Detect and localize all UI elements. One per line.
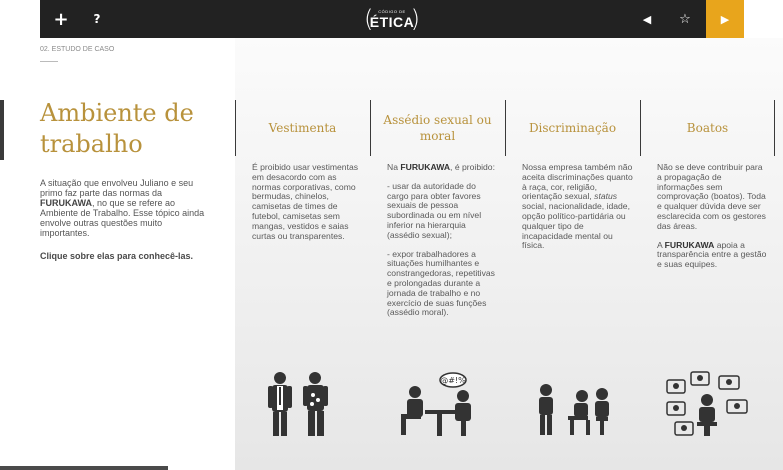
help-button[interactable]: ?: [93, 12, 101, 26]
topic-assedio-text: Na FURUKAWA, é proibido: - usar da autoridade do cargo para obter favores sexuais de pessoa subordinada ou em nível inferior na hierarquia (assédio sexual); - expor trabalhadores a situações humilhantes e constrangedoras, repetitivas e prolongadas durante a jornada de trabalho e no exercício de suas funções (assédio moral).: [387, 162, 495, 318]
discrimination-icon: [530, 370, 615, 440]
topic-vestimenta-text: É proibido usar vestimentas em desacordo com as normas corporativas, como bermudas, chinelos, camisetas de times de futebol, camisetas sem mangas, vestidos e saias curtas ou transparentes.: [252, 162, 359, 241]
column-divider-end: [774, 100, 775, 156]
topic-vestimenta-button[interactable]: Vestimenta: [268, 121, 337, 135]
topic-boatos-text: Não se deve contribuir para a propagação de informações sem comprovação (boatos). Toda e qualquer dúvida deve ser esclarecida com os gestores das áreas. A FURUKAWA apoia a transparência entre a gestão e suas equipes.: [657, 162, 767, 270]
next-button[interactable]: ▶: [706, 0, 744, 38]
page-title: Ambiente de trabalho: [40, 99, 194, 158]
speech-symbols: @#!%: [440, 376, 466, 385]
progress-bar: [0, 466, 168, 470]
intro-text: A situação que envolveu Juliano e seu primo faz parte das normas da FURUKAWA, no que se refere ao Ambiente de Trabalho. Esse tópico ainda envolve outras questões muito importantes.: [40, 178, 205, 238]
breadcrumb-underline: [40, 61, 58, 62]
star-icon[interactable]: ☆: [679, 11, 691, 27]
logo: [364, 4, 420, 34]
topic-assedio-button[interactable]: Assédio sexual ou moral: [383, 113, 492, 143]
rumors-icon: [665, 370, 750, 440]
topic-discriminacao-button[interactable]: Discriminação: [528, 121, 617, 135]
topic-boatos-button[interactable]: Boatos: [686, 121, 729, 135]
back-button[interactable]: ◀: [642, 12, 652, 26]
top-bar: [40, 0, 744, 38]
logo-title: ÉTICA: [369, 14, 415, 30]
logo-small-text: CÓDIGO DE: [378, 9, 406, 14]
plus-button[interactable]: +: [53, 8, 69, 30]
logo-paren-open: (: [364, 5, 374, 33]
title-accent-bar: [0, 100, 4, 160]
call-to-action: Clique sobre elas para conhecê-las.: [40, 251, 194, 261]
breadcrumb: 02. ESTUDO DE CASO: [40, 46, 115, 53]
dress-code-icon: [260, 370, 345, 440]
topic-discriminacao-text: Nossa empresa também não aceita discriminações quanto à raça, cor, religião, orientação sexual, status social, nacionalidade, idade, opção político-partidária ou qualquer tipo de incapacidade mental ou física.: [522, 162, 633, 251]
logo-paren-close: ): [410, 5, 420, 33]
harassment-icon: [395, 370, 480, 440]
